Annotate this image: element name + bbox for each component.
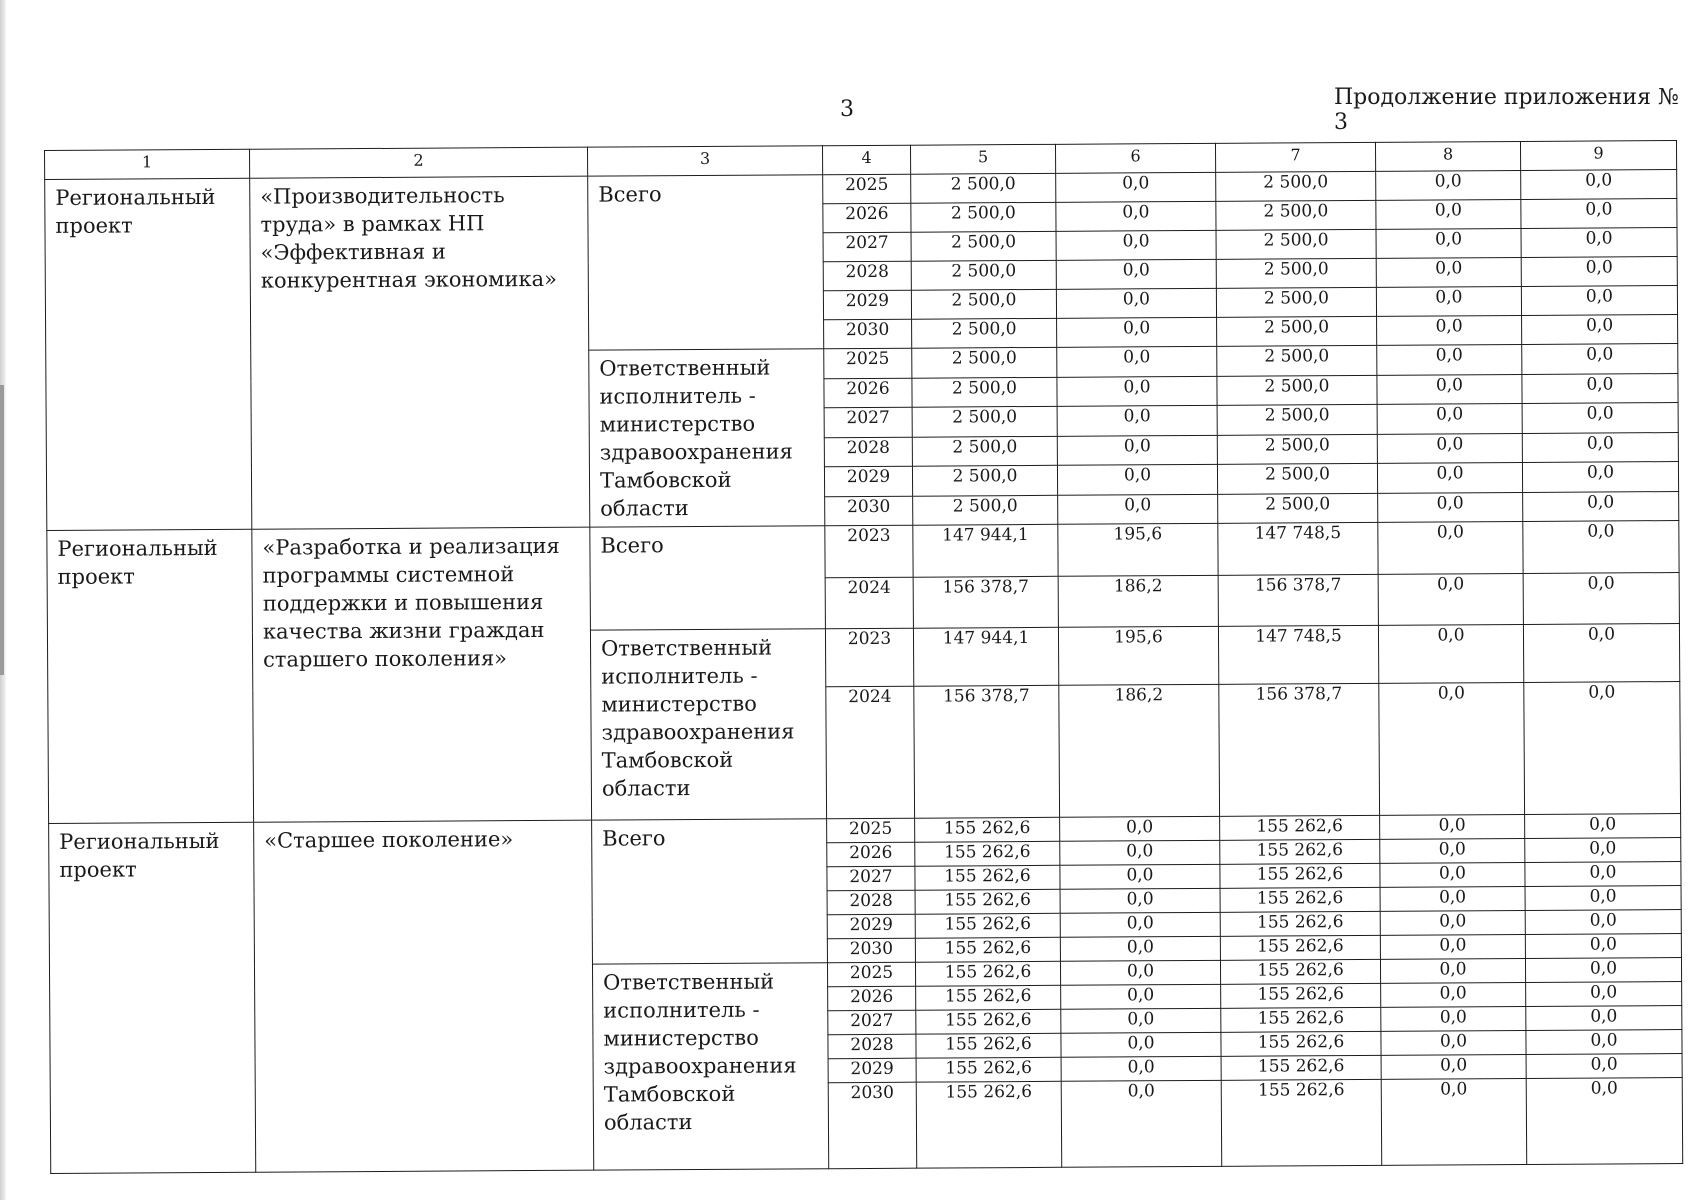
amount-cell: 0,0 [1380, 814, 1525, 839]
amount-cell: 155 262,6 [1221, 1055, 1381, 1080]
amount-cell: 0,0 [1060, 960, 1220, 985]
amount-cell: 155 262,6 [1221, 1007, 1381, 1032]
amount-cell: 0,0 [1057, 376, 1217, 406]
scan-mark [0, 385, 4, 675]
project-name: «Старшее поколение» [254, 820, 594, 1172]
amount-cell: 0,0 [1523, 521, 1679, 574]
amount-cell: 155 262,6 [915, 889, 1060, 914]
amount-cell: 0,0 [1380, 838, 1525, 863]
amount-cell: 2 500,0 [1217, 434, 1377, 464]
funding-group-label: Ответственный исполнитель - министерство здравоохранения Тамбовской области [590, 629, 826, 820]
year-cell: 2028 [823, 261, 911, 291]
amount-cell: 0,0 [1521, 228, 1677, 258]
amount-cell: 147 748,5 [1218, 625, 1378, 684]
amount-cell: 0,0 [1060, 816, 1220, 841]
amount-cell: 0,0 [1523, 573, 1679, 625]
project-type: Региональный проект [45, 178, 252, 530]
amount-cell: 0,0 [1521, 170, 1677, 200]
budget-table [44, 140, 1683, 1174]
amount-cell: 0,0 [1377, 374, 1522, 404]
amount-cell: 155 262,6 [915, 913, 1060, 938]
amount-cell: 2 500,0 [1216, 229, 1376, 259]
year-cell: 2026 [823, 203, 911, 233]
col-header: 2 [249, 147, 587, 178]
year-cell: 2025 [824, 348, 912, 378]
amount-cell: 0,0 [1381, 982, 1526, 1007]
year-cell: 2030 [827, 938, 915, 963]
amount-cell: 155 262,6 [916, 1033, 1061, 1058]
year-cell: 2025 [827, 818, 915, 843]
amount-cell: 0,0 [1379, 682, 1525, 815]
funding-group-label: Всего [592, 819, 828, 964]
project-type: Региональный проект [49, 822, 256, 1173]
amount-cell: 147 944,1 [913, 627, 1058, 686]
amount-cell: 155 262,6 [1221, 1031, 1381, 1056]
page-number: 3 [840, 97, 854, 122]
amount-cell: 155 262,6 [915, 817, 1060, 842]
year-cell: 2028 [827, 890, 915, 915]
amount-cell: 0,0 [1381, 1006, 1526, 1031]
amount-cell: 0,0 [1380, 910, 1525, 935]
col-header: 6 [1055, 143, 1215, 173]
amount-cell: 155 262,6 [915, 937, 1060, 962]
amount-cell: 0,0 [1377, 344, 1522, 374]
project-name: «Производительность труда» в рамках НП «Эффективная и конкурентная экономика» [250, 176, 590, 529]
amount-cell: 0,0 [1377, 403, 1522, 433]
amount-cell: 0,0 [1056, 288, 1216, 318]
amount-cell: 0,0 [1521, 286, 1677, 316]
year-cell: 2027 [823, 232, 911, 262]
project-name: «Разработка и реализация программы системной поддержки и повышения качества жизни граждан старшего поколения» [252, 527, 592, 822]
amount-cell: 0,0 [1521, 257, 1677, 287]
year-cell: 2026 [827, 842, 915, 867]
amount-cell: 0,0 [1522, 315, 1678, 345]
year-cell: 2029 [823, 290, 911, 320]
amount-cell: 0,0 [1525, 814, 1681, 839]
amount-cell: 0,0 [1525, 862, 1681, 887]
amount-cell: 0,0 [1525, 838, 1681, 863]
amount-cell: 2 500,0 [912, 377, 1057, 407]
amount-cell: 0,0 [1522, 403, 1678, 433]
amount-cell: 186,2 [1059, 684, 1220, 817]
amount-cell: 0,0 [1061, 1080, 1222, 1167]
amount-cell: 0,0 [1526, 1006, 1682, 1031]
amount-cell: 155 262,6 [1220, 935, 1380, 960]
amount-cell: 0,0 [1060, 936, 1220, 961]
amount-cell: 2 500,0 [912, 436, 1057, 466]
year-cell: 2027 [824, 407, 912, 437]
amount-cell: 0,0 [1380, 934, 1525, 959]
amount-cell: 0,0 [1057, 346, 1217, 376]
amount-cell: 0,0 [1056, 201, 1216, 231]
funding-group-label: Всего [588, 175, 824, 350]
amount-cell: 155 262,6 [1221, 1079, 1382, 1166]
amount-cell: 2 500,0 [912, 347, 1057, 377]
amount-cell: 0,0 [1522, 432, 1678, 462]
amount-cell: 0,0 [1376, 199, 1521, 229]
amount-cell: 2 500,0 [1216, 258, 1376, 288]
amount-cell: 155 262,6 [1220, 839, 1380, 864]
amount-cell: 0,0 [1378, 624, 1523, 683]
col-header: 8 [1375, 141, 1520, 171]
amount-cell: 0,0 [1056, 230, 1216, 260]
amount-cell: 0,0 [1060, 840, 1220, 865]
amount-cell: 156 378,7 [1218, 574, 1378, 626]
year-cell: 2028 [824, 437, 912, 467]
amount-cell: 2 500,0 [1217, 345, 1377, 375]
amount-cell: 0,0 [1057, 317, 1217, 347]
amount-cell: 156 378,7 [914, 685, 1060, 818]
amount-cell: 0,0 [1381, 1078, 1527, 1165]
amount-cell: 0,0 [1381, 1054, 1526, 1079]
col-header: 4 [822, 145, 910, 175]
amount-cell: 0,0 [1060, 888, 1220, 913]
amount-cell: 0,0 [1525, 958, 1681, 983]
amount-cell: 2 500,0 [1216, 171, 1376, 201]
amount-cell: 2 500,0 [911, 260, 1056, 290]
col-header: 1 [45, 149, 250, 179]
amount-cell: 0,0 [1377, 315, 1522, 345]
amount-cell: 195,6 [1058, 626, 1218, 685]
amount-cell: 156 378,7 [913, 576, 1058, 628]
amount-cell: 156 378,7 [1219, 683, 1380, 816]
amount-cell: 0,0 [1376, 286, 1521, 316]
amount-cell: 2 500,0 [1217, 404, 1377, 434]
amount-cell: 0,0 [1521, 199, 1677, 229]
amount-cell: 0,0 [1525, 934, 1681, 959]
amount-cell: 0,0 [1522, 373, 1678, 403]
amount-cell: 155 262,6 [1220, 959, 1380, 984]
amount-cell: 155 262,6 [916, 1081, 1062, 1168]
amount-cell: 0,0 [1526, 1078, 1683, 1165]
funding-group-label: Всего [590, 526, 826, 630]
amount-cell: 195,6 [1058, 523, 1218, 576]
amount-cell: 0,0 [1526, 982, 1682, 1007]
amount-cell: 0,0 [1524, 682, 1681, 815]
amount-cell: 0,0 [1376, 228, 1521, 258]
amount-cell: 155 262,6 [916, 985, 1061, 1010]
amount-cell: 2 500,0 [1217, 316, 1377, 346]
amount-cell: 2 500,0 [912, 465, 1057, 495]
amount-cell: 155 262,6 [915, 841, 1060, 866]
budget-table-sheet [44, 140, 1682, 1174]
amount-cell: 0,0 [1056, 259, 1216, 289]
amount-cell: 0,0 [1376, 257, 1521, 287]
col-header: 5 [910, 144, 1055, 174]
table-body [45, 141, 1683, 1174]
project-type: Региональный проект [47, 529, 254, 823]
year-cell: 2028 [828, 1034, 916, 1059]
amount-cell: 0,0 [1525, 910, 1681, 935]
amount-cell: 155 262,6 [1220, 815, 1380, 840]
year-cell: 2023 [825, 628, 913, 687]
funding-group-label: Ответственный исполнитель - министерство здравоохранения Тамбовской области [589, 349, 825, 527]
year-cell: 2026 [828, 986, 916, 1011]
amount-cell: 0,0 [1058, 494, 1218, 524]
amount-cell: 2 500,0 [1218, 493, 1378, 523]
amount-cell: 2 500,0 [1217, 463, 1377, 493]
amount-cell: 155 262,6 [1220, 887, 1380, 912]
amount-cell: 0,0 [1523, 624, 1679, 683]
amount-cell: 0,0 [1061, 1008, 1221, 1033]
amount-cell: 155 262,6 [916, 1009, 1061, 1034]
amount-cell: 2 500,0 [911, 173, 1056, 203]
amount-cell: 2 500,0 [1217, 375, 1377, 405]
amount-cell: 2 500,0 [911, 202, 1056, 232]
amount-cell: 0,0 [1056, 172, 1216, 202]
year-cell: 2024 [825, 577, 913, 629]
amount-cell: 186,2 [1058, 575, 1218, 627]
amount-cell: 155 262,6 [916, 1057, 1061, 1082]
year-cell: 2025 [823, 174, 911, 204]
amount-cell: 0,0 [1380, 886, 1525, 911]
amount-cell: 155 262,6 [1221, 983, 1381, 1008]
col-header: 9 [1520, 141, 1676, 171]
year-cell: 2027 [827, 866, 915, 891]
amount-cell: 0,0 [1376, 170, 1521, 200]
amount-cell: 155 262,6 [1220, 911, 1380, 936]
amount-cell: 0,0 [1057, 464, 1217, 494]
amount-cell: 0,0 [1523, 491, 1679, 521]
year-cell: 2029 [827, 914, 915, 939]
amount-cell: 0,0 [1526, 1054, 1682, 1079]
amount-cell: 2 500,0 [912, 318, 1057, 348]
amount-cell: 2 500,0 [1216, 200, 1376, 230]
continuation-label: Продолжение приложения № 3 [1334, 85, 1679, 135]
amount-cell: 0,0 [1057, 405, 1217, 435]
amount-cell: 0,0 [1378, 492, 1523, 522]
amount-cell: 2 500,0 [912, 406, 1057, 436]
amount-cell: 0,0 [1061, 1032, 1221, 1057]
amount-cell: 0,0 [1377, 462, 1522, 492]
funding-group-label: Ответственный исполнитель - министерство здравоохранения Тамбовской области [592, 963, 828, 1170]
amount-cell: 2 500,0 [911, 231, 1056, 261]
amount-cell: 0,0 [1522, 462, 1678, 492]
amount-cell: 0,0 [1526, 1030, 1682, 1055]
amount-cell: 0,0 [1380, 862, 1525, 887]
year-cell: 2030 [828, 1082, 917, 1169]
col-header: 3 [587, 146, 822, 176]
amount-cell: 155 262,6 [1220, 863, 1380, 888]
amount-cell: 147 748,5 [1218, 522, 1378, 575]
col-header: 7 [1215, 142, 1375, 172]
amount-cell: 0,0 [1060, 912, 1220, 937]
amount-cell: 0,0 [1522, 344, 1678, 374]
amount-cell: 2 500,0 [913, 495, 1058, 525]
amount-cell: 0,0 [1061, 1056, 1221, 1081]
amount-cell: 0,0 [1381, 1030, 1526, 1055]
amount-cell: 0,0 [1378, 521, 1523, 574]
year-cell: 2029 [828, 1058, 916, 1083]
year-cell: 2030 [825, 496, 913, 526]
year-cell: 2027 [828, 1010, 916, 1035]
amount-cell: 0,0 [1525, 886, 1681, 911]
amount-cell: 0,0 [1061, 984, 1221, 1009]
amount-cell: 0,0 [1057, 435, 1217, 465]
year-cell: 2029 [824, 466, 912, 496]
year-cell: 2026 [824, 378, 912, 408]
amount-cell: 155 262,6 [915, 961, 1060, 986]
amount-cell: 155 262,6 [915, 865, 1060, 890]
amount-cell: 2 500,0 [911, 289, 1056, 319]
year-cell: 2024 [826, 686, 915, 819]
amount-cell: 0,0 [1380, 958, 1525, 983]
amount-cell: 0,0 [1378, 573, 1523, 625]
amount-cell: 147 944,1 [913, 524, 1058, 577]
year-cell: 2025 [827, 962, 915, 987]
amount-cell: 0,0 [1060, 864, 1220, 889]
amount-cell: 0,0 [1377, 433, 1522, 463]
year-cell: 2030 [824, 319, 912, 349]
amount-cell: 2 500,0 [1216, 287, 1376, 317]
year-cell: 2023 [825, 525, 913, 578]
